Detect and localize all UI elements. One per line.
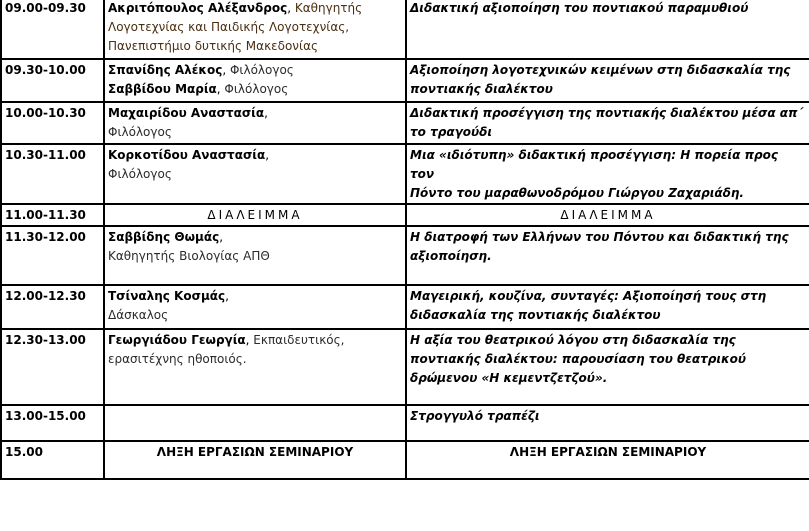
topic-line: ποντιακής διαλέκτου — [410, 82, 553, 96]
topic-line: διδασκαλία της ποντιακής διαλέκτου — [410, 308, 661, 322]
topic-line: ποντιακής διαλέκτου: παρουσίαση του θεατρικού — [410, 352, 746, 366]
topic-title — [410, 104, 806, 142]
topic-title — [410, 146, 806, 203]
speaker-separator: , — [264, 106, 268, 120]
topic-line: Αξιοποίηση λογοτεχνικών κειμένων στη διδασκαλία της — [410, 63, 791, 77]
speaker-role: Εκπαιδευτικός, — [249, 333, 345, 347]
speaker-cell — [104, 405, 406, 441]
speaker-name: Ακριτόπουλος Αλέξανδρος — [108, 1, 288, 15]
speaker-name: Σαββίδου Μαρία — [108, 82, 217, 96]
topic-line: Η διατροφή των Ελλήνων του Πόντου και διδακτική της — [410, 230, 789, 244]
speaker-name: Μαχαιρίδου Αναστασία — [108, 106, 265, 120]
speaker-cell — [104, 59, 406, 102]
topic-line: δρώμενου «Η κεμεντζετζού». — [410, 371, 608, 385]
speaker-cell — [104, 285, 406, 329]
time-slot: 11.30-12.00 — [1, 226, 104, 285]
schedule-row — [1, 102, 809, 144]
speaker-separator: , — [245, 333, 250, 347]
speaker-role: Λογοτεχνίας και Παιδικής Λογοτεχνίας, — [108, 20, 350, 34]
topic-cell — [406, 405, 809, 441]
schedule-row — [1, 285, 809, 329]
topic-line: Στρογγυλό τραπέζι — [410, 409, 540, 423]
schedule-row — [1, 144, 809, 204]
break-label: ΔΙΑΛΕΙΜΜΑ — [207, 208, 303, 222]
topic-cell — [406, 226, 809, 285]
speaker-entry — [108, 146, 402, 184]
speaker-cell — [104, 0, 406, 59]
speaker-entry — [108, 80, 402, 99]
speaker-entry — [108, 331, 402, 369]
topic-title — [410, 287, 806, 325]
speaker-name: Τσίναλης Κοσμάς — [108, 289, 226, 303]
schedule-body — [1, 0, 809, 479]
speaker-name: Κορκοτίδου Αναστασία — [108, 148, 266, 162]
topic-cell — [406, 441, 809, 479]
topic-line: Πόντο του μαραθωνοδρόμου Γιώργου Ζαχαριάδη. — [410, 186, 744, 200]
speaker-role: Καθηγητής Βιολογίας ΑΠΘ — [108, 249, 270, 263]
schedule-row — [1, 226, 809, 285]
speaker-entry — [108, 0, 402, 56]
schedule-row — [1, 0, 809, 59]
topic-cell — [406, 204, 809, 226]
speaker-entry — [108, 228, 402, 266]
topic-line: Διδακτική αξιοποίηση του ποντιακού παραμυθιού — [410, 1, 749, 15]
speaker-separator: , — [287, 1, 292, 15]
speaker-role: ερασιτέχνης ηθοποιός. — [108, 352, 247, 366]
speaker-separator: , — [225, 289, 229, 303]
time-slot: 13.00-15.00 — [1, 405, 104, 441]
topic-line: Μια «ιδιότυπη» διδακτική προσέγγιση: Η πορεία προς τον — [410, 148, 778, 181]
topic-cell — [406, 102, 809, 144]
time-slot: 10.30-11.00 — [1, 144, 104, 204]
speaker-role: Δάσκαλος — [108, 308, 169, 322]
topic-line: Μαγειρική, κουζίνα, συνταγές: Αξιοποίησή τους στη — [410, 289, 767, 303]
topic-title — [410, 61, 806, 99]
speaker-role: Φιλόλογος — [226, 63, 294, 77]
end-label: ΛΗΞΗ ΕΡΓΑΣΙΩΝ ΣΕΜΙΝΑΡΙΟΥ — [156, 445, 354, 459]
speaker-role: Καθηγητής — [291, 1, 363, 15]
speaker-role: Φιλόλογος — [108, 125, 172, 139]
speaker-cell — [104, 204, 406, 226]
topic-cell — [406, 0, 809, 59]
time-slot: 10.00-10.30 — [1, 102, 104, 144]
topic-line: το τραγούδι — [410, 125, 493, 139]
speaker-entry — [108, 61, 402, 80]
speaker-role: Φιλόλογος — [108, 167, 172, 181]
speaker-name: Γεωργιάδου Γεωργία — [108, 333, 246, 347]
time-slot: 12.30-13.00 — [1, 329, 104, 405]
speaker-separator: , — [265, 148, 270, 162]
speaker-entry — [108, 287, 402, 325]
speaker-name: Σπανίδης Αλέκος — [108, 63, 223, 77]
speaker-separator: , — [219, 230, 224, 244]
topic-cell — [406, 59, 809, 102]
schedule-row — [1, 204, 809, 226]
break-label: ΔΙΑΛΕΙΜΜΑ — [560, 208, 656, 222]
topic-line: Η αξία του θεατρικού λόγου στη διδασκαλία της — [410, 333, 736, 347]
topic-title — [410, 407, 806, 426]
speaker-cell — [104, 144, 406, 204]
topic-line: αξιοποίηση. — [410, 249, 492, 263]
schedule-row — [1, 405, 809, 441]
speaker-cell — [104, 441, 406, 479]
topic-cell — [406, 285, 809, 329]
topic-title — [410, 331, 806, 388]
speaker-role: Πανεπιστήμιο δυτικής Μακεδονίας — [108, 39, 319, 53]
time-slot: 11.00-11.30 — [1, 204, 104, 226]
topic-cell — [406, 144, 809, 204]
time-slot: 15.00 — [1, 441, 104, 479]
topic-cell — [406, 329, 809, 405]
speaker-cell — [104, 102, 406, 144]
speaker-name: Σαββίδης Θωμάς — [108, 230, 220, 244]
speaker-cell — [104, 226, 406, 285]
time-slot: 09.00-09.30 — [1, 0, 104, 59]
time-slot: 09.30-10.00 — [1, 59, 104, 102]
schedule-row — [1, 329, 809, 405]
topic-title — [410, 228, 806, 266]
speaker-cell — [104, 329, 406, 405]
schedule-row — [1, 59, 809, 102]
speaker-separator: , — [222, 63, 227, 77]
topic-line: Διδακτική προσέγγιση της ποντιακής διαλέκτου μέσα απ΄ — [410, 106, 803, 120]
end-label: ΛΗΞΗ ΕΡΓΑΣΙΩΝ ΣΕΜΙΝΑΡΙΟΥ — [509, 445, 707, 459]
schedule-row — [1, 441, 809, 479]
speaker-separator: , — [216, 82, 221, 96]
topic-title — [410, 0, 806, 18]
speaker-entry — [108, 104, 402, 142]
time-slot: 12.00-12.30 — [1, 285, 104, 329]
speaker-role: Φιλόλογος — [220, 82, 289, 96]
